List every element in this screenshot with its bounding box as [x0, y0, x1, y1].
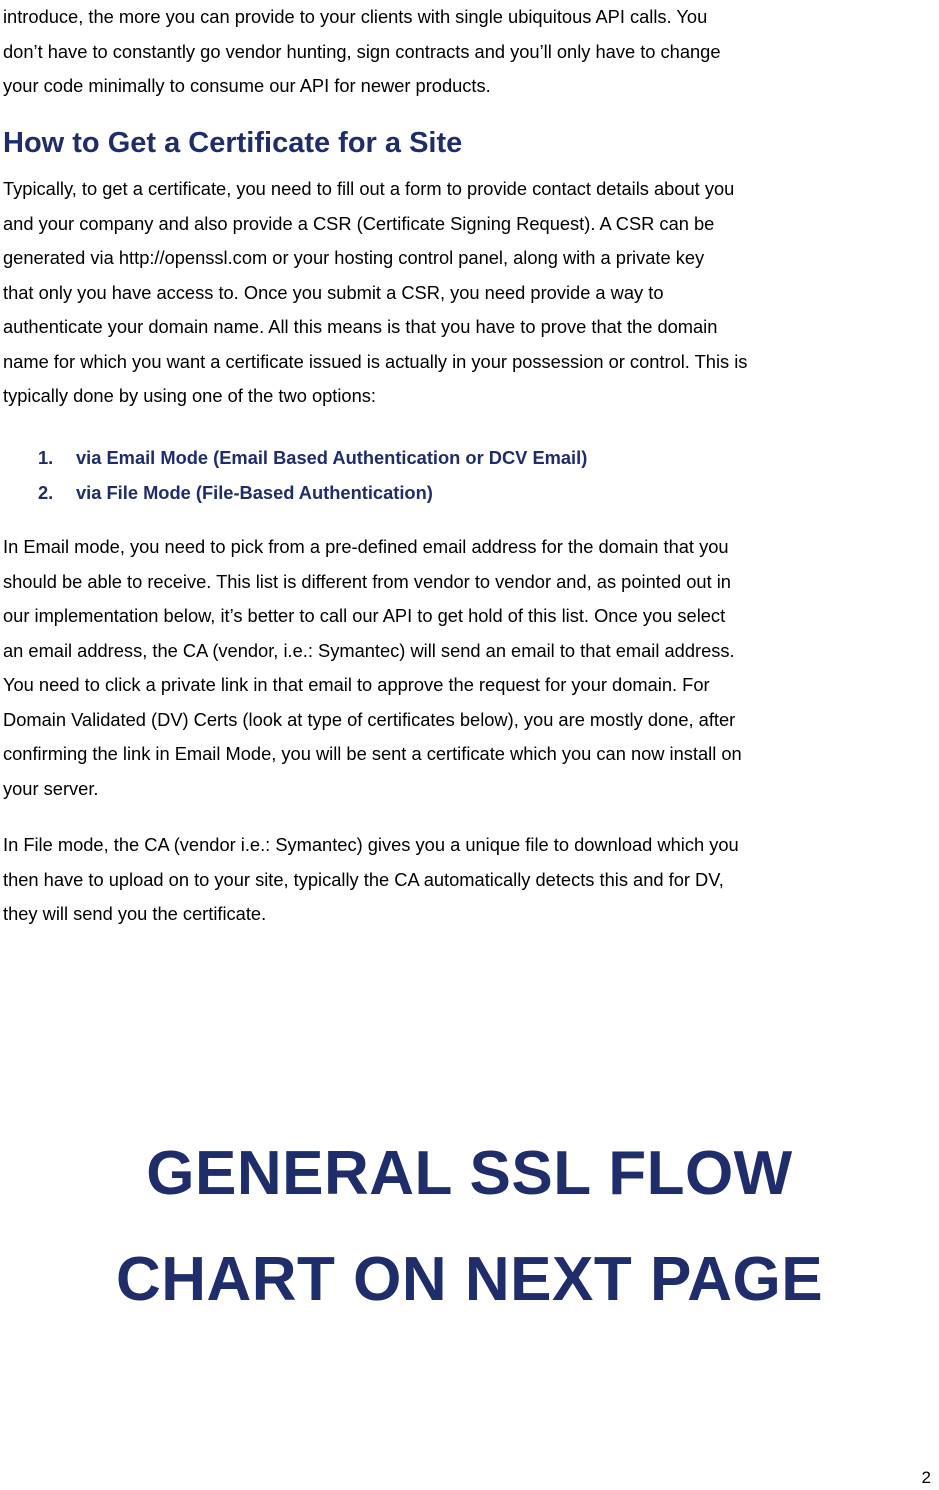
authentication-options-list [0, 440, 587, 510]
typical-line: that only you have access to. Once you submit a CSR, you need provide a way to [3, 281, 664, 303]
intro-line: your code minimally to consume our API for newer products. [3, 75, 491, 96]
banner-line-2: CHART ON NEXT PAGE [115, 1245, 824, 1314]
list-item [0, 440, 587, 475]
email-line: an email address, the CA (vendor, i.e.: Symantec) will send an email to that email address. [3, 639, 735, 661]
typical-line: generated via http://openssl.com or your hosting control panel, along with a private key [3, 247, 705, 268]
file-mode-paragraph [3, 828, 937, 932]
file-line: In File mode, the CA (vendor i.e.: Symantec) gives you a unique file to download which you [3, 834, 739, 855]
list-item [0, 475, 587, 510]
list-item-number: 2. [38, 482, 54, 503]
page-number: 2 [921, 1468, 931, 1487]
intro-paragraph [3, 0, 937, 104]
section-heading: How to Get a Certificate for a Site [3, 127, 463, 159]
banner-line-1: GENERAL SSL FLOW [146, 1139, 793, 1208]
file-line: then have to upload on to your site, typically the CA automatically detects this and for DV, [3, 868, 724, 890]
email-line: confirming the link in Email Mode, you will be sent a certificate which you can now install on [3, 743, 742, 764]
typical-line: and your company and also provide a CSR (Certificate Signing Request). A CSR can be [3, 212, 715, 234]
typical-line: typically done by using one of the two options: [3, 385, 376, 406]
intro-line: don’t have to constantly go vendor hunting, sign contracts and you’ll only have to change [3, 40, 721, 62]
list-item-text: via File Mode (File-Based Authentication) [76, 482, 433, 503]
email-line: You need to click a private link in that email to approve the request for your domain. For [3, 674, 710, 695]
typical-line: authenticate your domain name. All this means is that you have to prove that the domain [3, 316, 718, 337]
list-item-text: via Email Mode (Email Based Authentication or DCV Email) [76, 447, 588, 468]
email-line: our implementation below, it’s better to call our API to get hold of this list. Once you select [3, 605, 726, 626]
file-line: they will send you the certificate. [3, 903, 267, 924]
list-item-number: 1. [38, 447, 54, 468]
email-line: In Email mode, you need to pick from a pre-defined email address for the domain that you [3, 536, 729, 557]
email-line: Domain Validated (DV) Certs (look at type of certificates below), you are mostly done, after [3, 708, 736, 730]
email-line: your server. [3, 777, 99, 799]
intro-line: introduce, the more you can provide to your clients with single ubiquitous API calls. You [3, 6, 708, 27]
typical-paragraph [3, 172, 937, 414]
typical-line: name for which you want a certificate issued is actually in your possession or control. This is [3, 350, 748, 372]
email-mode-paragraph [3, 530, 937, 806]
typical-line: Typically, to get a certificate, you need to fill out a form to provide contact details about you [3, 178, 735, 199]
email-line: should be able to receive. This list is different from vendor to vendor and, as pointed out in [3, 570, 731, 592]
